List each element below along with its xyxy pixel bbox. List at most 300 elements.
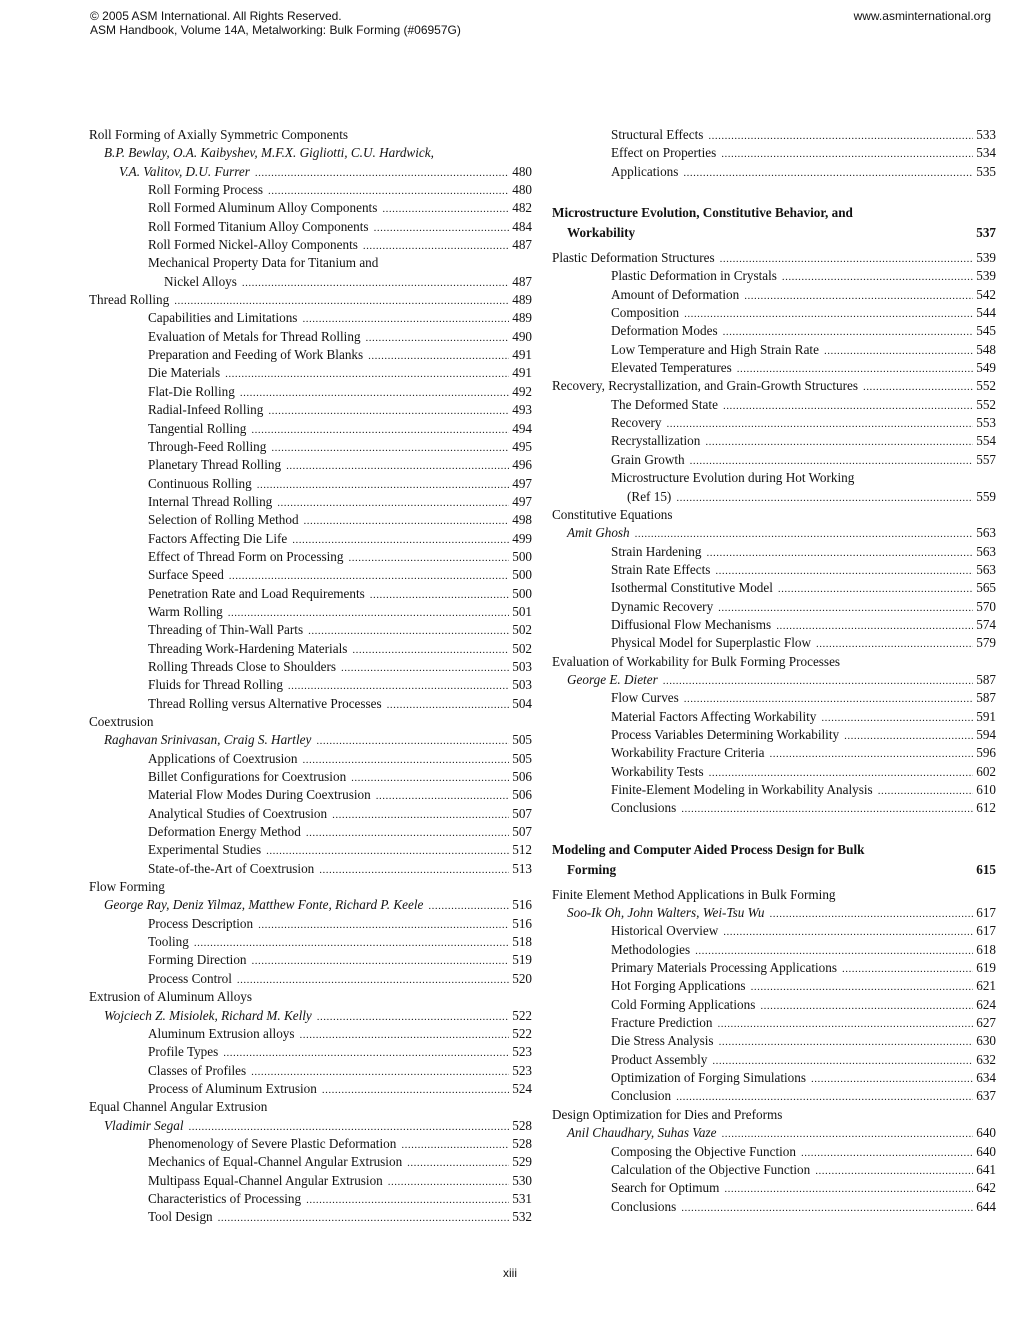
toc-entry[interactable]	[552, 488, 996, 506]
dot-leader	[286, 457, 509, 475]
toc-entry-title: Conclusions	[611, 1198, 677, 1214]
toc-article-title[interactable]: Design Optimization for Dies and Preforms	[552, 1106, 783, 1122]
toc-entry[interactable]	[552, 1069, 996, 1087]
dot-leader	[271, 439, 509, 457]
toc-entry-title: Nickel Alloys	[164, 273, 237, 289]
toc-entry[interactable]	[552, 763, 996, 781]
page-number: 500	[512, 585, 532, 601]
page-number: 507	[512, 824, 532, 840]
toc-entry[interactable]	[89, 860, 532, 878]
page-number: 493	[512, 402, 532, 418]
toc-article-row[interactable]	[552, 249, 996, 267]
toc-entry[interactable]	[552, 598, 996, 616]
page-number: 594	[976, 726, 996, 742]
toc-entry-title: Continuous Rolling	[148, 475, 252, 491]
toc-entry[interactable]	[89, 566, 532, 584]
toc-entry[interactable]	[89, 199, 532, 217]
dot-leader	[300, 1026, 510, 1044]
dot-leader	[258, 916, 509, 934]
toc-entry-title: Grain Growth	[611, 451, 685, 467]
page-number: 528	[512, 1117, 532, 1133]
toc-entry[interactable]	[89, 1208, 532, 1226]
toc-entry-title: Profile Types	[148, 1044, 219, 1060]
toc-entry-title: Threading Work-Hardening Materials	[148, 640, 348, 656]
page-number: 610	[976, 782, 996, 797]
dot-leader	[683, 164, 973, 182]
toc-right-column	[552, 126, 996, 1216]
toc-entry-title: Analytical Studies of Coextrusion	[148, 805, 328, 821]
dot-leader	[744, 287, 973, 305]
toc-entry-title: Flow Curves	[611, 690, 679, 706]
dot-leader	[719, 1033, 974, 1051]
page-number: 619	[976, 960, 996, 976]
page-number: 516	[512, 915, 532, 931]
toc-entry[interactable]	[552, 689, 996, 707]
page-number: 500	[512, 567, 532, 583]
toc-entry-title: Rolling Threads Close to Shoulders	[148, 658, 337, 674]
toc-entry-title: Applications of Coextrusion	[148, 750, 298, 766]
dot-leader	[387, 696, 510, 714]
toc-entry[interactable]	[552, 781, 996, 799]
book-title: ASM Handbook, Volume 14A, Metalworking: Bulk Forming (#06957G)	[90, 23, 461, 37]
toc-entry-title: Strain Hardening	[611, 543, 702, 559]
page-number: 537	[976, 225, 996, 241]
toc-entry-title: Applications	[611, 163, 679, 179]
dot-leader	[189, 1118, 510, 1136]
dot-leader	[782, 268, 973, 286]
page-number: 587	[976, 690, 996, 706]
dot-leader	[667, 415, 974, 433]
toc-article-title[interactable]: Extrusion of Aluminum Alloys	[89, 989, 253, 1005]
toc-entry-title: Primary Materials Processing Applications	[611, 960, 837, 976]
toc-entry[interactable]	[89, 640, 532, 658]
dot-leader	[382, 200, 509, 218]
page-number: 495	[512, 438, 532, 454]
page-number: 489	[512, 292, 532, 308]
toc-entry[interactable]	[552, 1179, 996, 1197]
dot-leader	[709, 764, 974, 782]
toc-entry[interactable]	[89, 511, 532, 529]
page-number: 522	[512, 1025, 532, 1041]
dot-leader	[257, 476, 510, 494]
dot-leader	[376, 787, 510, 805]
toc-authors-row[interactable]	[552, 671, 996, 689]
toc-authors-row[interactable]	[552, 1124, 996, 1142]
dot-leader	[251, 1063, 509, 1081]
page-number: 552	[976, 378, 996, 394]
page-number: 544	[976, 305, 996, 321]
toc-article-title[interactable]: Equal Channel Angular Extrusion	[89, 1099, 268, 1115]
page-number: 534	[976, 145, 996, 161]
page-number: 524	[512, 1080, 532, 1096]
page-number: 498	[512, 512, 532, 528]
dot-leader	[316, 732, 509, 750]
toc-entry[interactable]	[552, 959, 996, 977]
dot-leader	[776, 617, 973, 635]
toc-entry-title: Characteristics of Processing	[148, 1190, 302, 1206]
dot-leader	[684, 690, 973, 708]
section-heading: Workability	[567, 225, 636, 241]
toc-entry-title: Search for Optimum	[611, 1180, 720, 1196]
toc-article-title[interactable]: Coextrusion	[89, 714, 154, 729]
toc-entry-title: Plastic Deformation in Crystals	[611, 268, 777, 284]
dot-leader	[824, 342, 973, 360]
dot-leader	[676, 1088, 973, 1106]
page-number: 617	[976, 905, 996, 921]
toc-subentries	[89, 309, 532, 713]
toc-entry[interactable]	[89, 621, 532, 639]
toc-article-title: Plastic Deformation Structures	[552, 250, 715, 266]
toc-authors-row[interactable]	[89, 731, 532, 749]
toc-entry-title: Product Assembly	[611, 1051, 708, 1067]
toc-entry-title: State-of-the-Art of Coextrusion	[148, 860, 315, 876]
section-heading-row[interactable]	[552, 223, 996, 243]
toc-entry-title: Aluminum Extrusion alloys	[148, 1025, 295, 1041]
toc-entry[interactable]	[552, 799, 996, 817]
dot-leader	[718, 599, 973, 617]
toc-entry-title: Radial-Infeed Rolling	[148, 402, 264, 418]
toc-entry[interactable]	[89, 970, 532, 988]
page-number: 552	[976, 396, 996, 412]
toc-entry-title: Optimization of Forging Simulations	[611, 1070, 807, 1086]
toc-entry[interactable]	[552, 144, 996, 162]
toc-entry-title: The Deformed State	[611, 396, 718, 412]
page-number: 519	[512, 952, 532, 968]
toc-entry[interactable]	[89, 1025, 532, 1043]
toc-article-row[interactable]	[89, 291, 532, 309]
dot-leader	[844, 727, 973, 745]
dot-leader	[695, 942, 973, 960]
dot-leader	[816, 635, 973, 653]
page-number: 505	[512, 732, 532, 748]
website-link[interactable]: www.asminternational.org	[853, 9, 991, 23]
dot-leader	[292, 531, 509, 549]
toc-entry-title[interactable]: Microstructure Evolution during Hot Working	[611, 470, 855, 486]
dot-leader	[368, 347, 509, 365]
toc-entry[interactable]	[89, 236, 532, 254]
page-number: 484	[512, 218, 532, 234]
toc-entry[interactable]	[89, 823, 532, 841]
toc-entry-title: Conclusions	[611, 800, 677, 816]
dot-leader	[723, 923, 973, 941]
toc-entry[interactable]	[89, 768, 532, 786]
toc-entry[interactable]	[552, 126, 996, 144]
toc-entry[interactable]	[89, 383, 532, 401]
toc-entry-title: Penetration Rate and Load Requirements	[148, 585, 365, 601]
toc-entry-title: Workability Tests	[611, 763, 704, 779]
toc-entry[interactable]	[552, 1198, 996, 1216]
page-number: 596	[976, 745, 996, 761]
toc-entry[interactable]	[89, 328, 532, 346]
page-number: 513	[512, 860, 532, 876]
toc-entry-title: Low Temperature and High Strain Rate	[611, 341, 819, 357]
toc-entry[interactable]	[552, 163, 996, 181]
toc-entry-title: (Ref 15)	[627, 488, 672, 504]
toc-article-title[interactable]: Flow Forming	[89, 879, 165, 895]
dot-leader	[428, 897, 509, 915]
toc-entry[interactable]	[89, 915, 532, 933]
toc-entry-title: Composing the Objective Function	[611, 1143, 796, 1159]
toc-entry[interactable]	[89, 493, 532, 511]
toc-entry[interactable]	[552, 616, 996, 634]
toc-entry[interactable]	[89, 273, 532, 291]
page-number: 624	[976, 996, 996, 1012]
dot-leader	[821, 709, 973, 727]
toc-entry[interactable]	[89, 548, 532, 566]
toc-entry-title: Multipass Equal-Channel Angular Extrusion	[148, 1172, 383, 1188]
toc-entry-title[interactable]: Mechanical Property Data for Titanium and	[148, 255, 379, 271]
toc-entry-title: Phenomenology of Severe Plastic Deformation	[148, 1135, 397, 1151]
toc-entry[interactable]	[89, 933, 532, 951]
toc-authors-row[interactable]	[89, 163, 532, 181]
toc-entry[interactable]	[552, 414, 996, 432]
page-number: 494	[512, 420, 532, 436]
page-number: 500	[512, 548, 532, 564]
page-number: 618	[976, 941, 996, 957]
toc-entry[interactable]	[552, 267, 996, 285]
page-number: 499	[512, 530, 532, 546]
toc-entry[interactable]	[552, 1087, 996, 1105]
toc-entry[interactable]	[89, 530, 532, 548]
toc-entry-title: Calculation of the Objective Function	[611, 1161, 811, 1177]
toc-entry[interactable]	[552, 726, 996, 744]
toc-entry-title: Workability Fracture Criteria	[611, 745, 765, 761]
toc-entry-title: Isothermal Constitutive Model	[611, 580, 773, 596]
toc-entry[interactable]	[89, 841, 532, 859]
toc-entry-title: Billet Configurations for Coextrusion	[148, 769, 347, 785]
toc-entry[interactable]	[89, 1135, 532, 1153]
toc-entry[interactable]	[89, 346, 532, 364]
dot-leader	[715, 562, 973, 580]
toc-entry[interactable]	[89, 218, 532, 236]
toc-entry[interactable]	[552, 304, 996, 322]
dot-leader	[737, 360, 973, 378]
dot-leader	[681, 1199, 973, 1217]
dot-leader	[240, 384, 509, 402]
toc-entry[interactable]	[552, 941, 996, 959]
toc-entry[interactable]	[552, 322, 996, 340]
toc-subentries	[552, 543, 996, 653]
toc-entry-title: Amount of Deformation	[611, 286, 740, 302]
toc-entry[interactable]	[552, 561, 996, 579]
page-number: 542	[976, 286, 996, 302]
page-number: 516	[512, 897, 532, 913]
page-number: 557	[976, 451, 996, 467]
page-number: 559	[976, 488, 996, 504]
toc-entry-title: Capabilities and Limitations	[148, 310, 298, 326]
toc-subentries	[552, 1143, 996, 1216]
toc-entry[interactable]	[89, 585, 532, 603]
toc-authors-row[interactable]	[89, 896, 532, 914]
dot-leader	[351, 769, 509, 787]
dot-leader	[401, 1136, 509, 1154]
page-number: 539	[976, 268, 996, 284]
page-number: 491	[512, 365, 532, 381]
toc-entry[interactable]	[552, 451, 996, 469]
toc-entry[interactable]	[552, 634, 996, 652]
dot-leader	[863, 378, 973, 396]
page-number: 506	[512, 769, 532, 785]
toc-subentries	[552, 396, 996, 469]
page-number: 640	[976, 1125, 996, 1141]
toc-subentries	[89, 750, 532, 878]
toc-entry[interactable]	[89, 1190, 532, 1208]
page-number: 535	[976, 163, 996, 179]
toc-left-column	[89, 126, 532, 1227]
toc-entry[interactable]	[89, 401, 532, 419]
toc-subentries	[89, 915, 532, 988]
toc-subentries	[552, 126, 996, 181]
toc-entry-title: Roll Formed Aluminum Alloy Components	[148, 200, 378, 216]
section-heading-row[interactable]	[552, 860, 996, 880]
page-number: 532	[512, 1209, 532, 1225]
toc-subentries	[89, 181, 532, 254]
toc-entry[interactable]	[552, 1014, 996, 1032]
page-number: 591	[976, 708, 996, 724]
dot-leader	[706, 544, 973, 562]
toc-entry[interactable]	[89, 695, 532, 713]
dot-leader	[690, 452, 974, 470]
dot-leader	[878, 782, 974, 800]
dot-leader	[751, 978, 974, 996]
toc-subentries	[552, 267, 996, 377]
toc-entry-title: Process Description	[148, 915, 254, 931]
dot-leader	[223, 1044, 509, 1062]
toc-entry[interactable]	[552, 1051, 996, 1069]
toc-entry[interactable]	[89, 364, 532, 382]
toc-entry-title: Preparation and Feeding of Work Blanks	[148, 347, 364, 363]
toc-article-authors: Wojciech Z. Misiolek, Richard M. Kelly	[104, 1007, 312, 1023]
toc-entry[interactable]	[89, 1153, 532, 1171]
toc-entry-title: Diffusional Flow Mechanisms	[611, 616, 772, 632]
toc-entry[interactable]	[552, 286, 996, 304]
toc-entry[interactable]	[552, 922, 996, 940]
page-number: 579	[976, 635, 996, 651]
dot-leader	[721, 145, 973, 163]
toc-entry[interactable]	[552, 1143, 996, 1161]
page-number: 507	[512, 805, 532, 821]
toc-entry-title: Process Variables Determining Workability	[611, 726, 840, 742]
dot-leader	[229, 567, 509, 585]
page-number: 554	[976, 433, 996, 449]
toc-entry[interactable]	[89, 750, 532, 768]
page-number: 632	[976, 1051, 996, 1067]
section-spacer	[552, 181, 996, 203]
dot-leader	[251, 421, 509, 439]
toc-authors-row[interactable]	[89, 1117, 532, 1135]
toc-article-row[interactable]	[552, 377, 996, 395]
dot-leader	[332, 806, 509, 824]
toc-entry-title: Die Stress Analysis	[611, 1033, 714, 1049]
toc-entry[interactable]	[89, 1172, 532, 1190]
toc-subentries	[552, 922, 996, 1105]
toc-entry[interactable]	[552, 1032, 996, 1050]
toc-entry-title: Tooling	[148, 934, 189, 950]
page-header-left	[90, 9, 461, 37]
toc-entry-title: Experimental Studies	[148, 842, 262, 858]
dot-leader	[322, 1081, 509, 1099]
page-number: 545	[976, 323, 996, 339]
dot-leader	[723, 323, 974, 341]
toc-entry[interactable]	[89, 1080, 532, 1098]
toc-entry-title: Recrystallization	[611, 433, 701, 449]
toc-entry[interactable]	[89, 309, 532, 327]
toc-article-title[interactable]: Evaluation of Workability for Bulk Forming Processes	[552, 653, 841, 669]
toc-entry-title: Threading of Thin-Wall Parts	[148, 622, 304, 638]
toc-entry-title: Fluids for Thread Rolling	[148, 677, 283, 693]
toc-article-authors: George Ray, Deniz Yilmaz, Matthew Fonte, Richard P. Keele	[104, 897, 424, 913]
toc-entry-title: Thread Rolling versus Alternative Processes	[148, 695, 382, 711]
toc-entry[interactable]	[89, 786, 532, 804]
toc-entry[interactable]	[552, 996, 996, 1014]
toc-entry[interactable]	[552, 432, 996, 450]
toc-entry-title: Flat-Die Rolling	[148, 383, 235, 399]
toc-entry[interactable]	[89, 438, 532, 456]
toc-entry-title: Cold Forming Applications	[611, 996, 756, 1012]
toc-article-authors: B.P. Bewlay, O.A. Kaibyshev, M.F.X. Gigliotti, C.U. Hardwick,	[104, 145, 434, 161]
toc-article-title[interactable]: Finite Element Method Applications in Bulk Forming	[552, 886, 836, 902]
page-number: 627	[976, 1015, 996, 1031]
toc-entry[interactable]	[552, 708, 996, 726]
page-number: 549	[976, 360, 996, 376]
page-number: 553	[976, 415, 996, 431]
toc-authors-row[interactable]	[89, 1007, 532, 1025]
toc-entry[interactable]	[552, 543, 996, 561]
toc-entry-title: Die Materials	[148, 365, 221, 381]
toc-authors-row[interactable]	[552, 904, 996, 922]
page-number: 487	[512, 273, 532, 289]
toc-entry[interactable]	[552, 1161, 996, 1179]
toc-entry[interactable]	[89, 1043, 532, 1061]
dot-leader	[266, 842, 509, 860]
toc-article-authors: Soo-Ik Oh, John Walters, Wei-Tsu Wu	[567, 905, 765, 921]
page-number: 505	[512, 750, 532, 766]
toc-entry[interactable]	[552, 744, 996, 762]
toc-entry[interactable]	[89, 456, 532, 474]
page-number: 480	[512, 182, 532, 198]
toc-article-title[interactable]: Roll Forming of Axially Symmetric Components	[89, 127, 348, 142]
toc-entry-title: Deformation Modes	[611, 323, 718, 339]
toc-entry[interactable]	[89, 181, 532, 199]
toc-entry[interactable]	[89, 676, 532, 694]
toc-entry-title: Dynamic Recovery	[611, 598, 714, 614]
section-heading[interactable]: Modeling and Computer Aided Process Design for Bulk	[552, 841, 865, 857]
toc-entry[interactable]	[89, 603, 532, 621]
toc-authors-row[interactable]	[552, 524, 996, 542]
page-number: 621	[976, 978, 996, 994]
dot-leader	[225, 365, 509, 383]
dot-leader	[228, 604, 509, 622]
page-number: 563	[976, 561, 996, 577]
toc-entry[interactable]	[552, 359, 996, 377]
page-number: 630	[976, 1033, 996, 1049]
toc-entry[interactable]	[89, 658, 532, 676]
toc-entry[interactable]	[89, 475, 532, 493]
dot-leader	[769, 745, 973, 763]
toc-article-title[interactable]: Constitutive Equations	[552, 506, 673, 522]
page-number: 615	[976, 861, 996, 877]
dot-leader	[681, 800, 973, 818]
toc-entry[interactable]	[552, 396, 996, 414]
toc-entry[interactable]	[89, 805, 532, 823]
toc-entry[interactable]	[552, 579, 996, 597]
toc-entry[interactable]	[552, 977, 996, 995]
toc-entry[interactable]	[89, 951, 532, 969]
section-heading[interactable]: Microstructure Evolution, Constitutive Behavior, and	[552, 205, 853, 221]
toc-entry[interactable]	[89, 420, 532, 438]
toc-entry[interactable]	[552, 341, 996, 359]
toc-entry[interactable]	[89, 1062, 532, 1080]
